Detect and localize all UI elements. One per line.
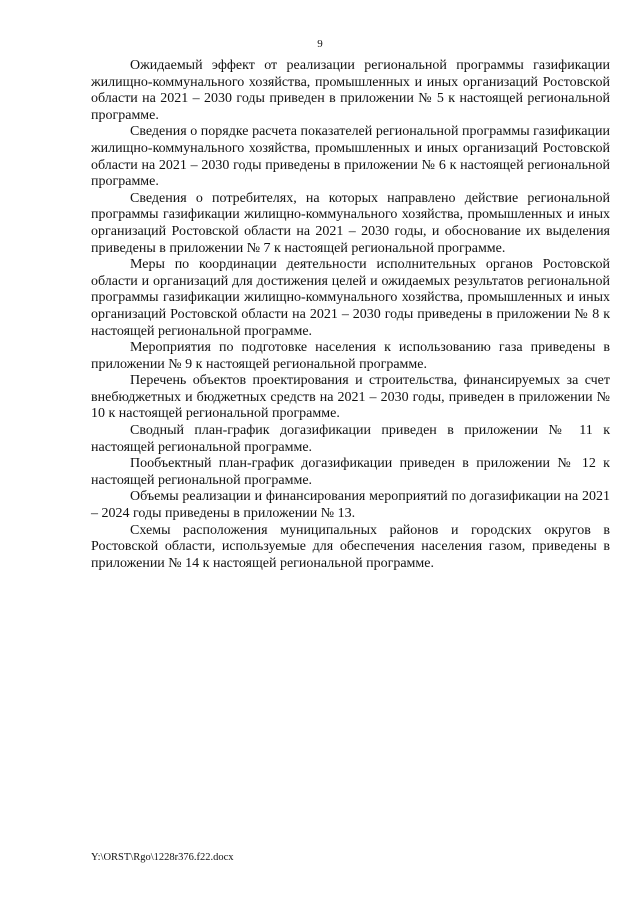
paragraph-coordination-appendix-8: Меры по координации деятельности исполнительных органов Ростовской области и организаций для достижения целей и ожидаемых результатов региональной программы газификации жилищно-коммунального хозяйства, промышленных и иных организаций Ростовской области на 2021 – 2030 годы приведены в приложении № 8 к настоящей региональной программе. <box>91 257 610 339</box>
paragraph-summary-schedule-appendix-11: Сводный план-график догазификации приведен в приложении № 11 к настоящей региональной программе. <box>91 423 610 455</box>
page-number: 9 <box>317 38 323 50</box>
paragraph-objects-appendix-10: Перечень объектов проектирования и строительства, финансируемых за счет внебюджетных и бюджетных средств на 2021 – 2030 годы, приведен в приложении № 10 к настоящей региональной программе. <box>91 373 610 422</box>
paragraph-consumers-appendix-7: Сведения о потребителях, на которых направлено действие региональной программы газификации жилищно-коммунального хозяйства, промышленных и иных организаций Ростовской области на 2021 – 2030 годы, и обоснование их выделения приведены в приложении № 7 к настоящей региональной программе. <box>91 190 610 256</box>
paragraph-schemes-appendix-14: Схемы расположения муниципальных районов и городских округов в Ростовской области, используемые для обеспечения населения газом, приведены в приложении № 14 к настоящей региональной программе. <box>91 522 610 571</box>
footer-file-path: Y:\ORST\Rgo\1228r376.f22.docx <box>91 852 234 863</box>
document-body <box>91 58 610 572</box>
paragraph-indicators-appendix-6: Сведения о порядке расчета показателей региональной программы газификации жилищно-коммунального хозяйства, промышленных и иных организаций Ростовской области на 2021 – 2030 годы приведены в приложении № 6 к настоящей региональной программе. <box>91 124 610 190</box>
paragraph-object-schedule-appendix-12: Пообъектный план-график догазификации приведен в приложении № 12 к настоящей региональной программе. <box>91 456 610 488</box>
paragraph-population-appendix-9: Мероприятия по подготовке населения к использованию газа приведены в приложении № 9 к настоящей региональной программе. <box>91 340 610 372</box>
paragraph-effect-appendix-5: Ожидаемый эффект от реализации региональной программы газификации жилищно-коммунального хозяйства, промышленных и иных организаций Ростовской области на 2021 – 2030 годы приведен в приложении № 5 к настоящей региональной программе. <box>91 58 610 123</box>
paragraph-financing-appendix-13: Объемы реализации и финансирования мероприятий по догазификации на 2021 – 2024 годы приведены в приложении № 13. <box>91 489 610 522</box>
